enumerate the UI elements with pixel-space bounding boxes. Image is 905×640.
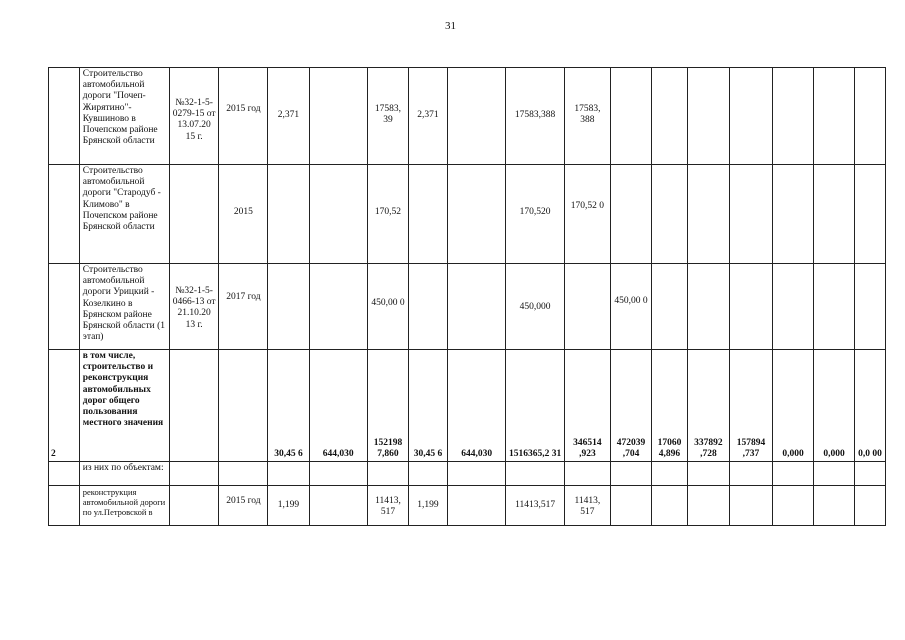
value-cell xyxy=(268,462,309,486)
value-cell xyxy=(447,68,505,165)
value-cell xyxy=(855,264,886,350)
object-name: из них по объектам: xyxy=(79,462,169,486)
value-cell xyxy=(773,462,814,486)
value-cell xyxy=(268,264,309,350)
value-cell xyxy=(408,462,447,486)
row-index xyxy=(49,462,80,486)
value-cell: 644,030 xyxy=(309,350,367,462)
value-cell: 0,000 xyxy=(814,350,855,462)
value-cell xyxy=(773,68,814,165)
page-number: 31 xyxy=(445,20,456,32)
value-cell: 157894 ,737 xyxy=(729,350,772,462)
table-row xyxy=(49,68,886,165)
value-cell: 1,199 xyxy=(268,486,309,526)
table-row xyxy=(49,165,886,264)
value-cell xyxy=(447,462,505,486)
value-cell xyxy=(268,165,309,264)
value-cell: 0,000 xyxy=(773,350,814,462)
value-cell xyxy=(855,462,886,486)
row-index xyxy=(49,264,80,350)
value-cell xyxy=(729,462,772,486)
value-cell: 1516365,2 31 xyxy=(506,350,564,462)
value-cell xyxy=(652,68,688,165)
value-cell: 170,52 0 xyxy=(564,165,610,264)
document-number xyxy=(170,350,219,462)
value-cell xyxy=(611,165,652,264)
value-cell xyxy=(611,68,652,165)
value-cell xyxy=(309,486,367,526)
value-cell: 30,45 6 xyxy=(268,350,309,462)
value-cell: 2,371 xyxy=(268,68,309,165)
value-cell xyxy=(855,486,886,526)
value-cell xyxy=(729,486,772,526)
value-cell xyxy=(564,264,610,350)
value-cell xyxy=(447,165,505,264)
value-cell xyxy=(652,486,688,526)
value-cell xyxy=(408,165,447,264)
value-cell xyxy=(773,264,814,350)
value-cell: 2,371 xyxy=(408,68,447,165)
value-cell xyxy=(506,462,564,486)
object-name: Строительство автомобильной дороги "Стародуб - Климово" в Почепском районе Брянской области xyxy=(79,165,169,264)
row-index xyxy=(49,486,80,526)
year-cell xyxy=(219,350,268,462)
value-cell: 17583, 39 xyxy=(367,68,408,165)
value-cell xyxy=(309,462,367,486)
value-cell xyxy=(729,264,772,350)
year-cell xyxy=(219,462,268,486)
value-cell xyxy=(855,165,886,264)
value-cell: 450,000 xyxy=(506,264,564,350)
value-cell: 644,030 xyxy=(447,350,505,462)
value-cell xyxy=(309,68,367,165)
value-cell xyxy=(814,486,855,526)
value-cell xyxy=(611,486,652,526)
year-cell: 2015 год xyxy=(219,486,268,526)
value-cell: 170,52 xyxy=(367,165,408,264)
object-name: Строительство автомобильной дороги "Почеп-Жирятино"-Кувшиново в Почепском районе Брянской области xyxy=(79,68,169,165)
value-cell xyxy=(309,264,367,350)
value-cell xyxy=(855,68,886,165)
value-cell xyxy=(773,165,814,264)
value-cell xyxy=(687,462,729,486)
document-number xyxy=(170,486,219,526)
value-cell xyxy=(814,462,855,486)
value-cell xyxy=(652,165,688,264)
value-cell xyxy=(687,68,729,165)
value-cell: 17583,388 xyxy=(506,68,564,165)
value-cell xyxy=(773,486,814,526)
value-cell xyxy=(447,486,505,526)
value-cell xyxy=(447,264,505,350)
table-row-summary xyxy=(49,350,886,462)
year-cell: 2017 год xyxy=(219,264,268,350)
document-number: №32-1-5-0279-15 от 13.07.20 15 г. xyxy=(170,68,219,165)
table-row xyxy=(49,462,886,486)
value-cell: 450,00 0 xyxy=(611,264,652,350)
value-cell: 17060 4,896 xyxy=(652,350,688,462)
document-number xyxy=(170,462,219,486)
value-cell xyxy=(309,165,367,264)
value-cell: 30,45 6 xyxy=(408,350,447,462)
value-cell xyxy=(729,165,772,264)
value-cell: 1,199 xyxy=(408,486,447,526)
document-number xyxy=(170,165,219,264)
value-cell: 337892 ,728 xyxy=(687,350,729,462)
year-cell: 2015 год xyxy=(219,68,268,165)
value-cell: 152198 7,860 xyxy=(367,350,408,462)
year-cell: 2015 xyxy=(219,165,268,264)
object-name: Строительство автомобильной дороги Урицкий - Козелкино в Брянском районе Брянской области (1 этап) xyxy=(79,264,169,350)
table-row xyxy=(49,486,886,526)
value-cell: 17583, 388 xyxy=(564,68,610,165)
value-cell: 11413, 517 xyxy=(564,486,610,526)
value-cell xyxy=(408,264,447,350)
object-name: в том числе, строительство и реконструкция автомобильных дорог общего пользования местного значения xyxy=(79,350,169,462)
value-cell: 170,520 xyxy=(506,165,564,264)
value-cell xyxy=(814,68,855,165)
table-row xyxy=(49,264,886,350)
row-index: 2 xyxy=(49,350,80,462)
value-cell: 472039 ,704 xyxy=(611,350,652,462)
value-cell xyxy=(687,486,729,526)
data-table xyxy=(48,67,886,526)
value-cell xyxy=(367,462,408,486)
value-cell xyxy=(814,165,855,264)
value-cell xyxy=(564,462,610,486)
document-number: №32-1-5-0466-13 от 21.10.20 13 г. xyxy=(170,264,219,350)
value-cell xyxy=(652,264,688,350)
value-cell: 450,00 0 xyxy=(367,264,408,350)
value-cell: 0,0 00 xyxy=(855,350,886,462)
value-cell xyxy=(729,68,772,165)
value-cell xyxy=(814,264,855,350)
object-name: реконструкция автомобильной дороги по ул.Петровской в xyxy=(79,486,169,526)
value-cell: 346514 ,923 xyxy=(564,350,610,462)
value-cell xyxy=(652,462,688,486)
value-cell: 11413, 517 xyxy=(367,486,408,526)
row-index xyxy=(49,165,80,264)
value-cell xyxy=(687,264,729,350)
value-cell xyxy=(611,462,652,486)
value-cell xyxy=(687,165,729,264)
row-index xyxy=(49,68,80,165)
value-cell: 11413,517 xyxy=(506,486,564,526)
